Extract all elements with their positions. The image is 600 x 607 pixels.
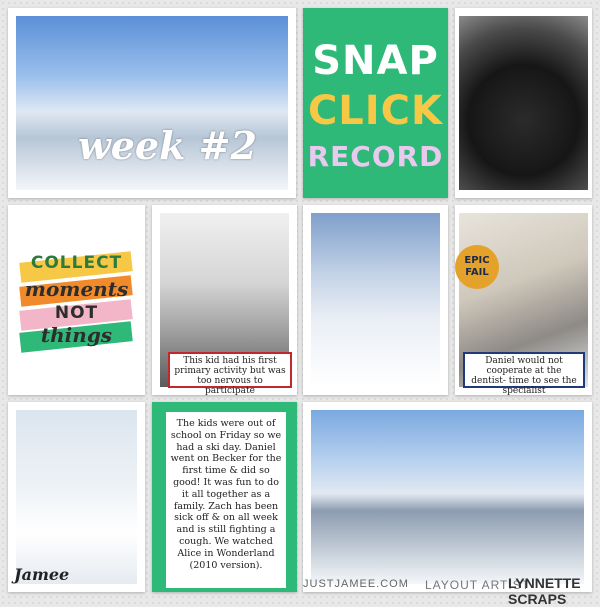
click-text: CLICK	[307, 88, 444, 134]
family-selfie-photo	[311, 410, 584, 584]
epic-text: EPIC	[464, 255, 490, 266]
not-text: NOT	[54, 303, 99, 323]
moments-text: moments	[24, 277, 129, 301]
record-text: RECORD	[307, 140, 444, 173]
dog-photo	[459, 16, 588, 190]
snap-text: SNAP	[312, 38, 439, 84]
site-url: JUSTJAMEE.COM	[303, 578, 409, 590]
things-text: things	[40, 323, 113, 347]
kids-skiing-photo	[16, 410, 137, 584]
boy-caption: This kid had his first primary activity but was too nervous to participate	[168, 352, 292, 388]
snowy-trees-photo	[311, 213, 440, 387]
journal-text: The kids were out of school on Friday so we had a ski day. Daniel went on Becker for the first time & did so good! It was fun to do it all together as a family. Zach has been sick off & on all week and is still fighting a cough. We watched Alice in Wonderland (2010 version).	[166, 412, 286, 588]
fail-text: FAIL	[465, 267, 489, 278]
photo-card-kids-skiing	[8, 402, 145, 592]
photo-card-dentist	[455, 205, 592, 395]
journal-card	[152, 402, 297, 592]
photo-card-family-selfie	[303, 402, 592, 592]
credit-name: LYNNETTE SCRAPS	[508, 575, 581, 607]
collect-moments-card	[8, 205, 145, 395]
photo-card-dog	[455, 8, 592, 198]
dentist-caption: Daniel would not cooperate at the dentist- time to see the specialist	[463, 352, 585, 388]
signature-logo: Jamee	[14, 565, 70, 584]
snap-click-record-card	[303, 8, 448, 198]
week-label: week #2	[78, 123, 257, 168]
photo-card-gondola	[8, 8, 296, 198]
epic-fail-badge	[455, 245, 499, 289]
collect-text: COLLECT	[30, 253, 123, 273]
photo-card-trees	[303, 205, 448, 395]
credit-label: LAYOUT ARTIST	[425, 578, 531, 592]
photo-card-boy	[152, 205, 297, 395]
